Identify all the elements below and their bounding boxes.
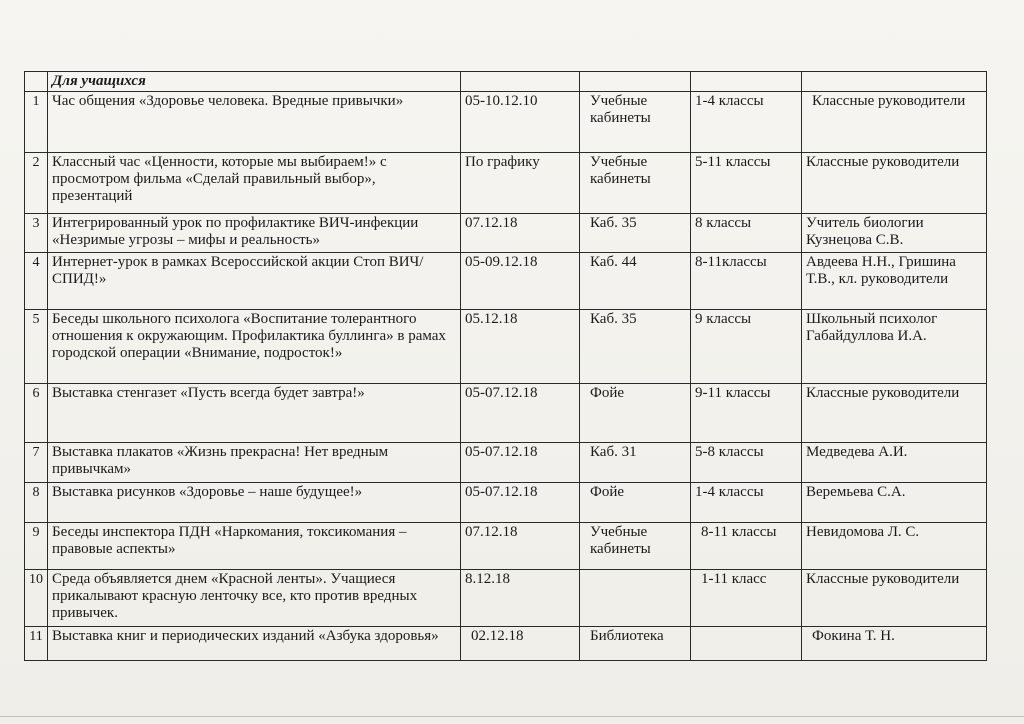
- section-header-row: [25, 72, 987, 92]
- event-participants: 1-4 классы: [691, 92, 802, 153]
- events-table: [24, 71, 987, 661]
- event-participants: [691, 627, 802, 661]
- event-date: 02.12.18: [461, 627, 580, 661]
- event-responsible: Классные руководители: [802, 153, 987, 214]
- row-number: 10: [25, 570, 48, 627]
- event-title: Выставка рисунков «Здоровье – наше будущее!»: [48, 483, 461, 523]
- event-responsible: Авдеева Н.Н., Гришина Т.В., кл. руководители: [802, 253, 987, 310]
- page-edge-line: [0, 716, 1024, 717]
- event-participants: 9 классы: [691, 310, 802, 384]
- event-responsible: Школьный психолог Габайдуллова И.А.: [802, 310, 987, 384]
- event-place: [580, 570, 691, 627]
- event-title: Выставка книг и периодических изданий «Азбука здоровья»: [48, 627, 461, 661]
- header-cell-place: [580, 72, 691, 92]
- table-row: [25, 153, 987, 214]
- event-date: 05-10.12.10: [461, 92, 580, 153]
- header-cell-responsible: [802, 72, 987, 92]
- event-place: Библиотека: [580, 627, 691, 661]
- header-cell-date: [461, 72, 580, 92]
- event-responsible: Классные руководители: [802, 384, 987, 443]
- event-participants: 8-11классы: [691, 253, 802, 310]
- table-row: [25, 310, 987, 384]
- table-row: [25, 523, 987, 570]
- event-title: Беседы инспектора ПДН «Наркомания, токсикомания – правовые аспекты»: [48, 523, 461, 570]
- event-participants: 8 классы: [691, 214, 802, 253]
- event-date: 05-07.12.18: [461, 443, 580, 483]
- event-date: 8.12.18: [461, 570, 580, 627]
- event-responsible: Веремьева С.А.: [802, 483, 987, 523]
- row-number: 7: [25, 443, 48, 483]
- event-date: 05-09.12.18: [461, 253, 580, 310]
- event-title: Интегрированный урок по профилактике ВИЧ-инфекции «Незримые угрозы – мифы и реальность»: [48, 214, 461, 253]
- event-place: Фойе: [580, 483, 691, 523]
- event-place: Учебные кабинеты: [580, 523, 691, 570]
- event-participants: 1-11 класс: [691, 570, 802, 627]
- event-title: Выставка стенгазет «Пусть всегда будет завтра!»: [48, 384, 461, 443]
- table-row: [25, 253, 987, 310]
- event-place: Учебные кабинеты: [580, 92, 691, 153]
- event-participants: 9-11 классы: [691, 384, 802, 443]
- row-number: 3: [25, 214, 48, 253]
- event-date: 05.12.18: [461, 310, 580, 384]
- row-number: 9: [25, 523, 48, 570]
- table-row: [25, 92, 987, 153]
- table-row: [25, 443, 987, 483]
- event-title: Среда объявляется днем «Красной ленты». Учащиеся прикалывают красную ленточку все, кто против вредных привычек.: [48, 570, 461, 627]
- event-place: Каб. 35: [580, 310, 691, 384]
- row-number: 5: [25, 310, 48, 384]
- event-title: Классный час «Ценности, которые мы выбираем!» с просмотром фильма «Сделай правильный выбор», презентаций: [48, 153, 461, 214]
- header-cell-num: [25, 72, 48, 92]
- row-number: 8: [25, 483, 48, 523]
- event-place: Каб. 31: [580, 443, 691, 483]
- row-number: 11: [25, 627, 48, 661]
- event-title: Беседы школьного психолога «Воспитание толерантного отношения к окружающим. Профилактика буллинга» в рамах городской операции «Внимание, подросток!»: [48, 310, 461, 384]
- row-number: 6: [25, 384, 48, 443]
- event-date: По графику: [461, 153, 580, 214]
- header-cell-participants: [691, 72, 802, 92]
- table-row: [25, 627, 987, 661]
- section-label: Для учащихся: [48, 72, 461, 92]
- event-place: Каб. 35: [580, 214, 691, 253]
- event-responsible: Классные руководители: [802, 92, 987, 153]
- table-row: [25, 384, 987, 443]
- table-row: [25, 214, 987, 253]
- event-place: Каб. 44: [580, 253, 691, 310]
- event-title: Выставка плакатов «Жизнь прекрасна! Нет вредным привычкам»: [48, 443, 461, 483]
- event-responsible: Невидомова Л. С.: [802, 523, 987, 570]
- event-participants: 1-4 классы: [691, 483, 802, 523]
- row-number: 1: [25, 92, 48, 153]
- event-date: 05-07.12.18: [461, 384, 580, 443]
- table-row: [25, 483, 987, 523]
- event-participants: 8-11 классы: [691, 523, 802, 570]
- event-place: Фойе: [580, 384, 691, 443]
- event-date: 05-07.12.18: [461, 483, 580, 523]
- event-responsible: Фокина Т. Н.: [802, 627, 987, 661]
- row-number: 4: [25, 253, 48, 310]
- event-title: Час общения «Здоровье человека. Вредные привычки»: [48, 92, 461, 153]
- event-title: Интернет-урок в рамках Всероссийской акции Стоп ВИЧ/СПИД!»: [48, 253, 461, 310]
- event-responsible: Медведева А.И.: [802, 443, 987, 483]
- event-participants: 5-11 классы: [691, 153, 802, 214]
- event-responsible: Классные руководители: [802, 570, 987, 627]
- event-date: 07.12.18: [461, 214, 580, 253]
- event-responsible: Учитель биологии Кузнецова С.В.: [802, 214, 987, 253]
- event-place: Учебные кабинеты: [580, 153, 691, 214]
- event-date: 07.12.18: [461, 523, 580, 570]
- table-row: [25, 570, 987, 627]
- event-participants: 5-8 классы: [691, 443, 802, 483]
- row-number: 2: [25, 153, 48, 214]
